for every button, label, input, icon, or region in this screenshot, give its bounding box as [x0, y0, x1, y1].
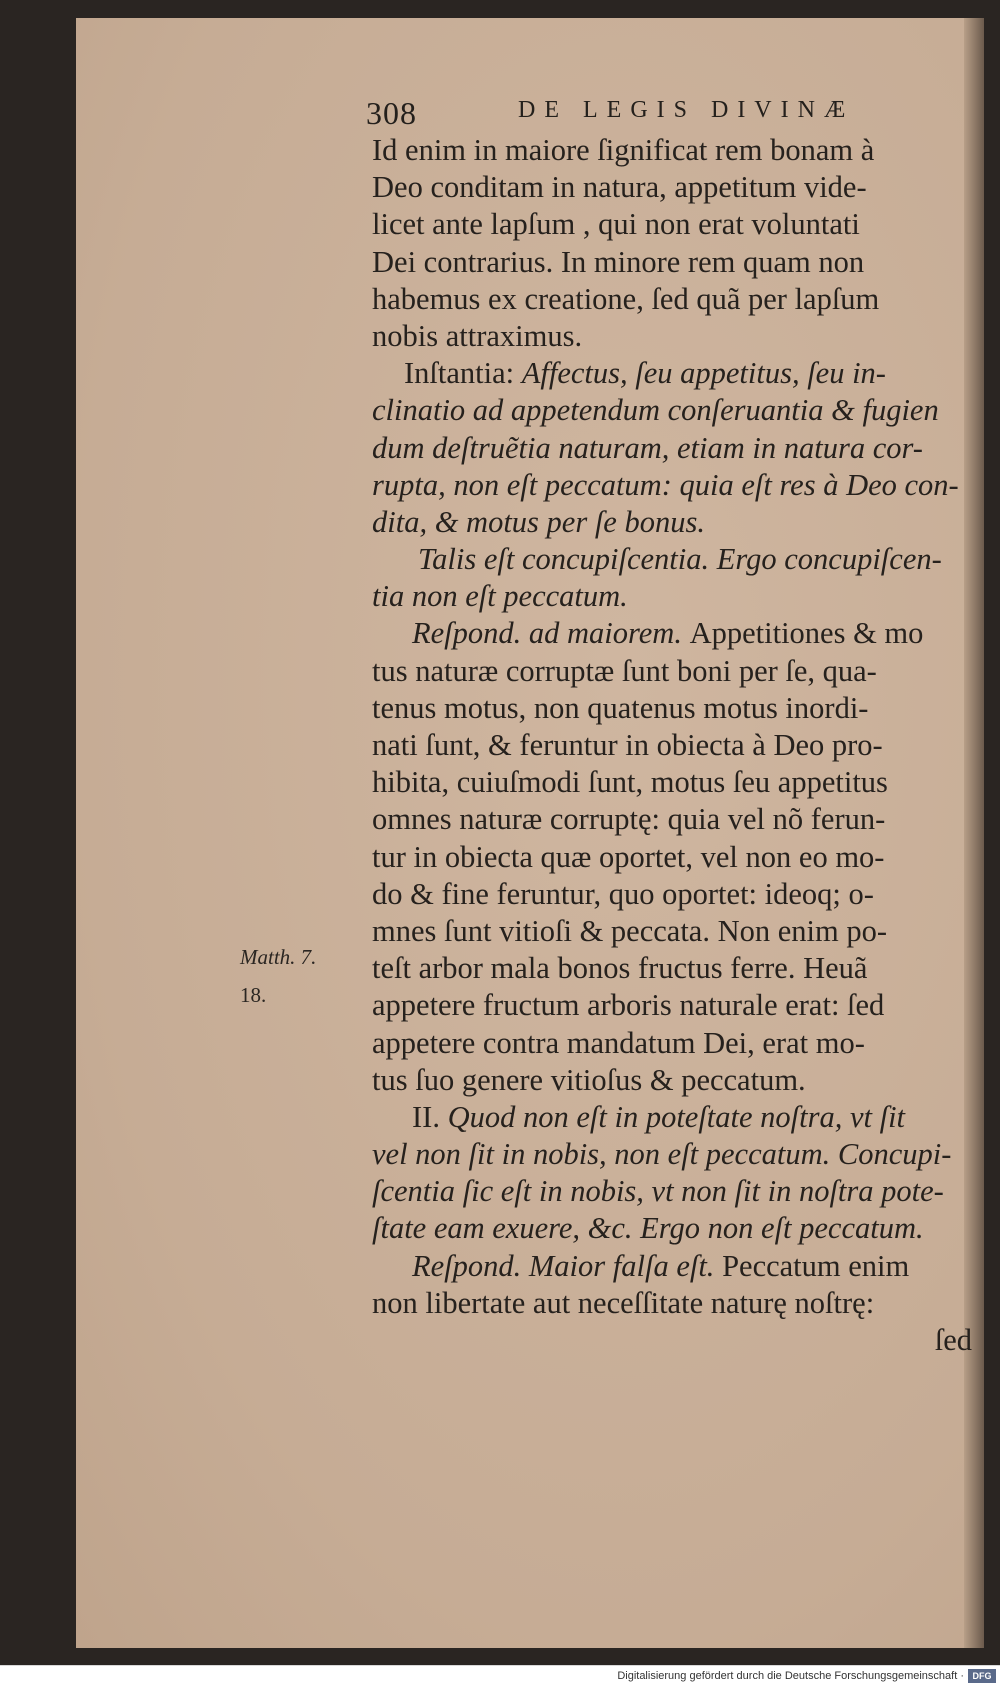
text-segment: Quod non eſt in poteſtate noſtra, vt ſit: [447, 1099, 906, 1134]
text-line: rupta, non eſt peccatum: quia eſt res à Deo con-: [372, 467, 959, 502]
text-line: hibita, cuiuſmodi ſunt, motus ſeu appetitus: [372, 765, 888, 800]
text-line: [372, 355, 972, 392]
text-line: Talis eſt concupiſcentia. Ergo concupiſcen-: [418, 542, 942, 577]
text-line: [372, 1248, 972, 1285]
text-segment: Affectus, ſeu appetitus, ſeu in-: [521, 356, 886, 391]
text-line: clinatio ad appetendum conſeruantia & fugien: [372, 393, 939, 428]
text-line: licet ante lapſum , qui non erat voluntati: [372, 207, 860, 242]
text-line: nati ſunt, & feruntur in obiecta à Deo pro-: [372, 728, 883, 762]
text-segment: Peccatum enim: [722, 1248, 910, 1283]
text-line: appetere fructum arboris naturale erat: ſed: [372, 988, 885, 1023]
dfg-logo: DFG: [968, 1669, 996, 1683]
text-segment: Appetitiones & mo: [689, 616, 924, 651]
text-line: omnes naturæ corruptę: quia vel nõ ferun-: [372, 802, 886, 837]
text-segment: Inſtantia:: [404, 356, 522, 391]
text-line: tia non eſt peccatum.: [372, 579, 628, 614]
text-line: vel non ſit in nobis, non eſt peccatum. Concupi-: [372, 1137, 952, 1172]
text-line: appetere contra mandatum Dei, erat mo-: [372, 1025, 865, 1060]
text-line: nobis attraximus.: [372, 318, 583, 353]
marginal-note-line: Matth. 7.: [240, 945, 317, 969]
page-number: 308: [366, 95, 417, 131]
text-line: teſt arbor mala bonos fructus ferre. Heuã: [372, 951, 868, 986]
running-head: DE LEGIS DIVINÆ: [518, 97, 855, 123]
marginal-note: [240, 938, 316, 1014]
text-line: Id enim in maiore ſignificat rem bonam à: [372, 133, 875, 167]
funding-credit: Digitalisierung gefördert durch die Deutsche Forschungsgemeinschaft ·: [617, 1670, 964, 1682]
text-line: dita, & motus per ſe bonus.: [372, 504, 705, 539]
text-line: mnes ſunt vitioſi & peccata. Non enim po-: [372, 913, 888, 948]
text-line: tur in obiecta quæ oportet, vel non eo mo-: [372, 839, 885, 874]
text-line: [372, 1099, 972, 1136]
marginal-note-line: 18.: [240, 983, 267, 1007]
text-line: tenus motus, non quatenus motus inordi-: [372, 690, 869, 725]
body-text: [372, 132, 972, 1359]
text-line: ſed: [934, 1323, 972, 1357]
text-line: do & fine feruntur, quo oportet: ideoq; o-: [372, 876, 874, 911]
text-line: habemus ex creatione, ſed quã per lapſum: [372, 281, 880, 316]
text-line: Dei contrarius. In minore rem quam non: [372, 244, 865, 279]
footer-bar: [0, 1665, 1000, 1688]
text-segment: Reſpond. Maior falſa eſt.: [412, 1248, 723, 1283]
page-header: [366, 95, 866, 135]
text-line: tus naturæ corruptæ ſunt boni per ſe, qua-: [372, 653, 877, 688]
text-line: ſcentia ſic eſt in nobis, vt non ſit in noſtra pote-: [372, 1174, 944, 1209]
text-line: Deo conditam in natura, appetitum vide-: [372, 170, 867, 205]
text-segment: II.: [412, 1099, 448, 1134]
text-line: tus ſuo genere vitioſus & peccatum.: [372, 1062, 806, 1097]
text-segment: Reſpond. ad maiorem.: [412, 616, 690, 651]
text-line: ſtate eam exuere, &c. Ergo non eſt peccatum.: [372, 1211, 924, 1246]
text-line: non libertate aut neceſſitate naturę noſtrę:: [372, 1285, 875, 1320]
text-line: dum deſtruẽtia naturam, etiam in natura cor-: [372, 430, 923, 465]
text-line: [372, 615, 972, 652]
